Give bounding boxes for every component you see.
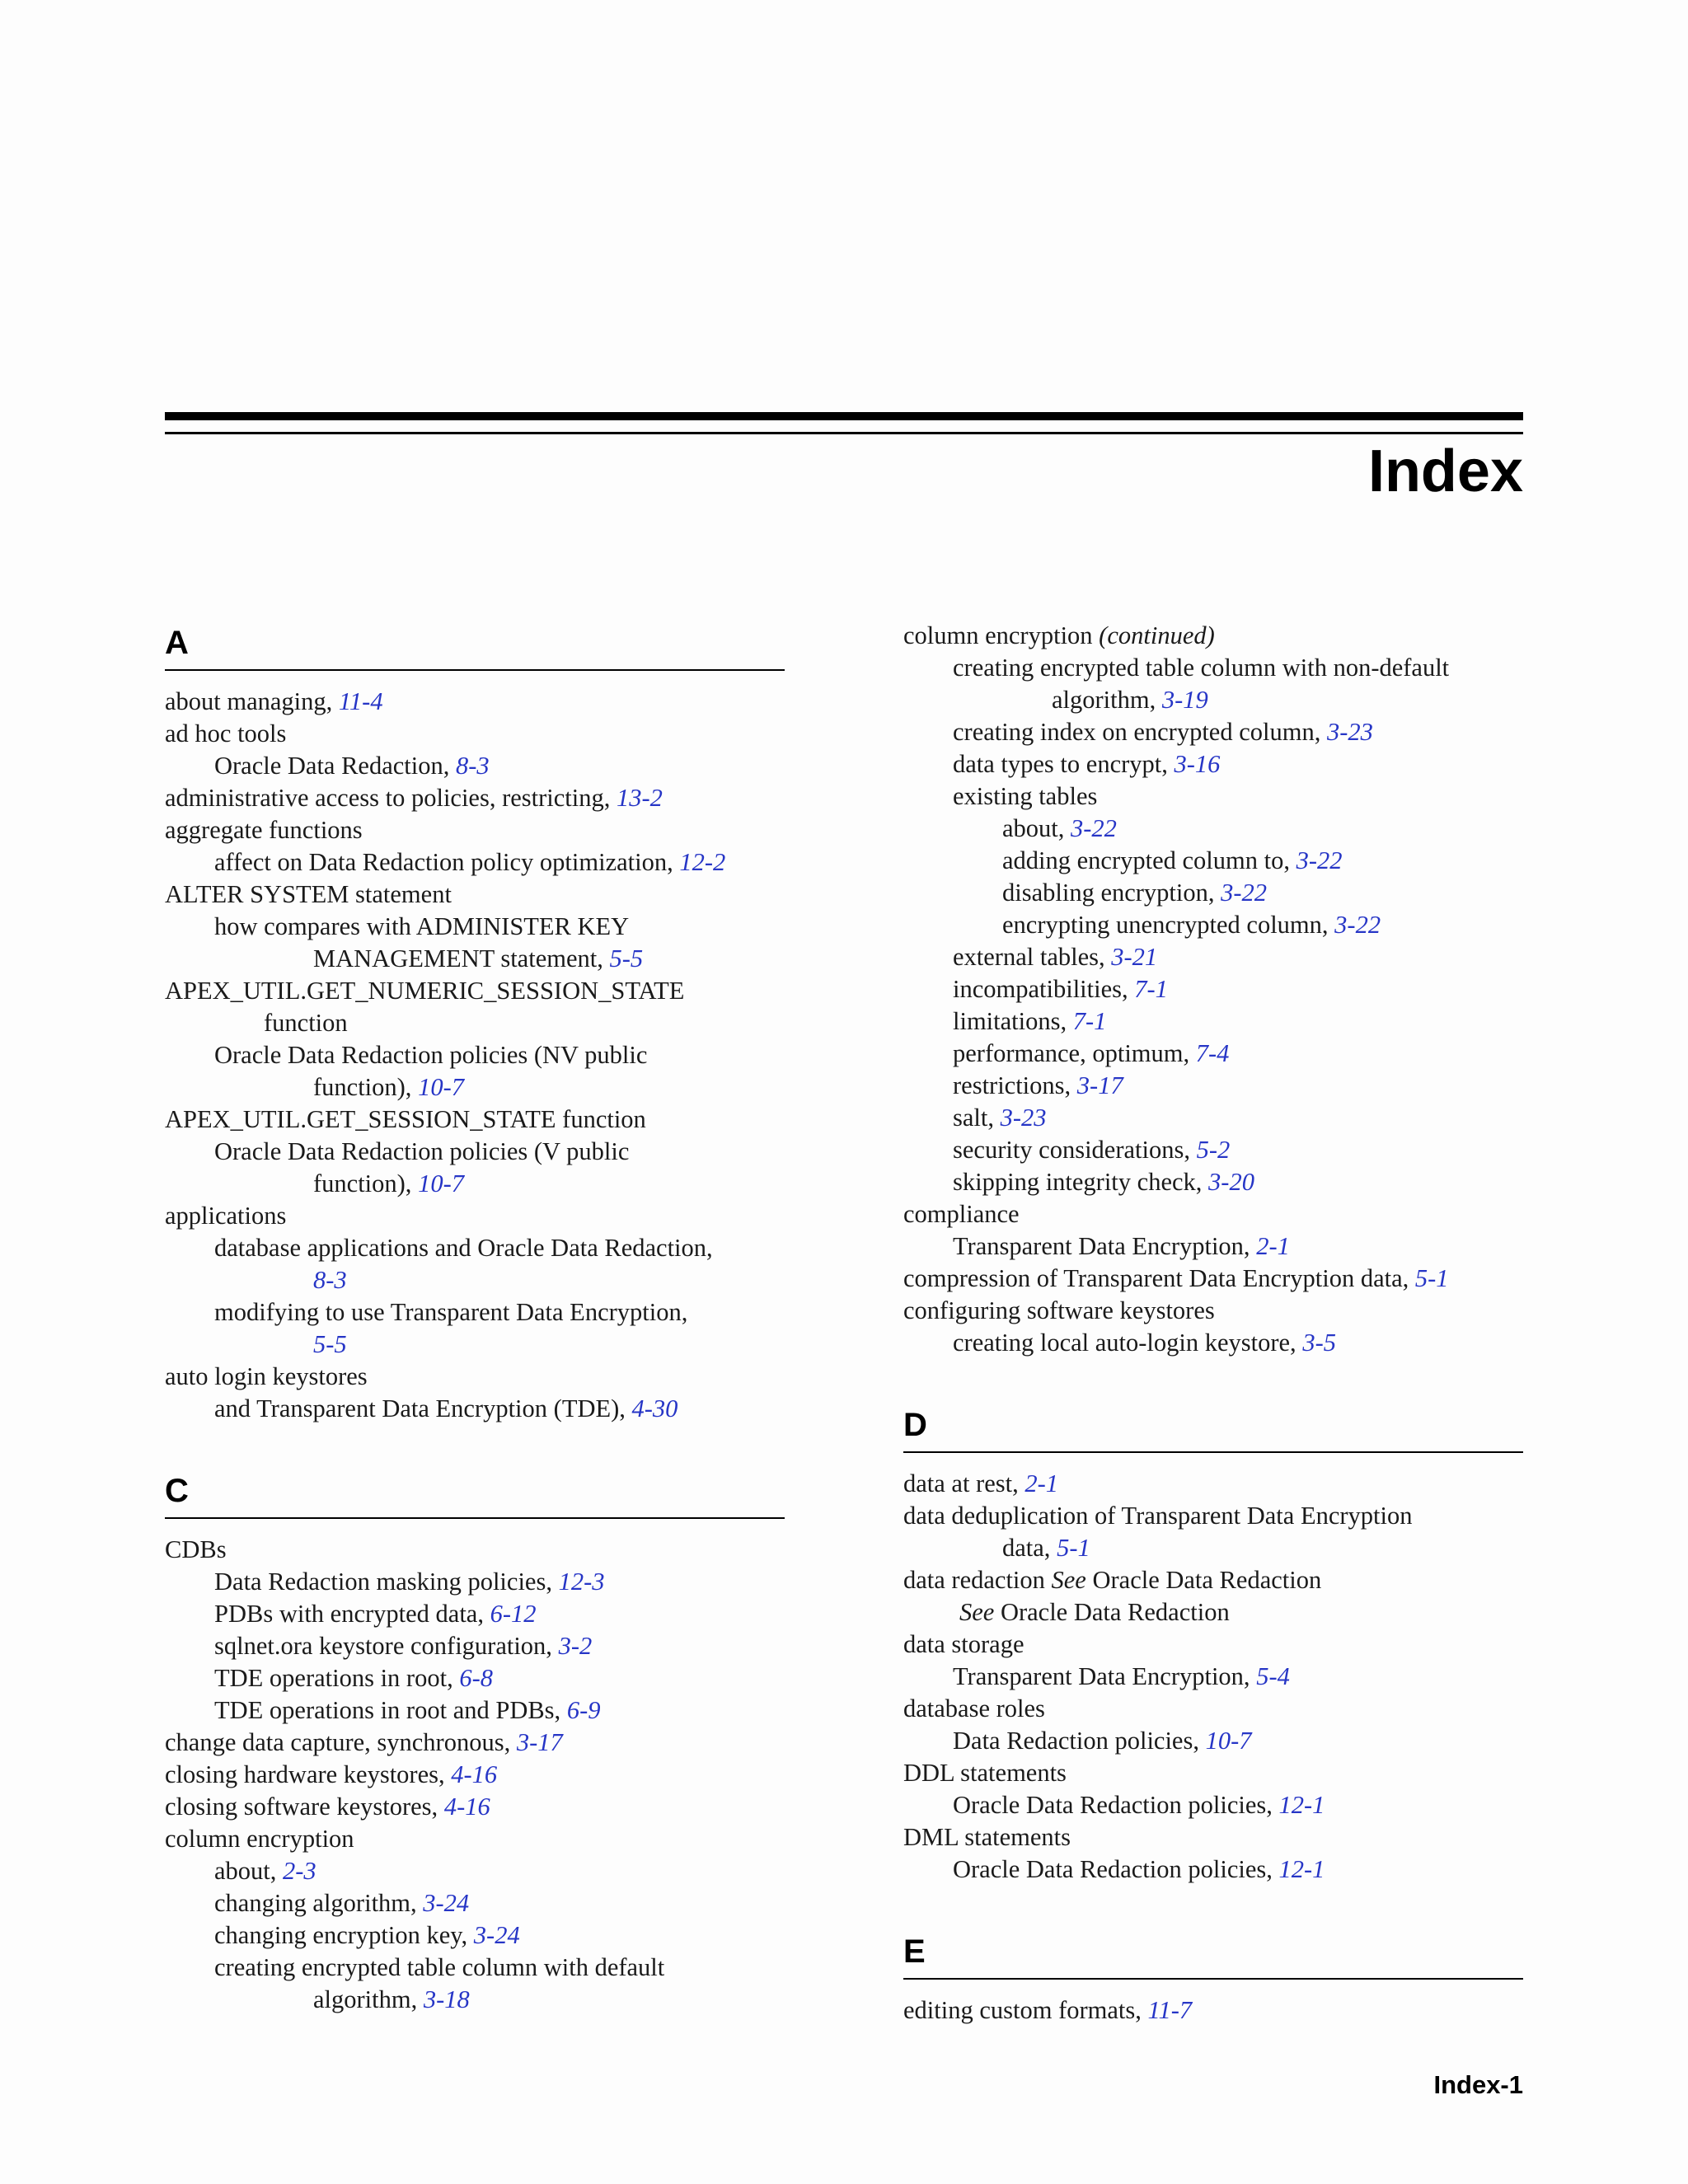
entry-text: closing software keystores, — [165, 1793, 444, 1821]
index-entry — [165, 1759, 785, 1791]
entry-text: changing encryption key, — [214, 1921, 474, 1949]
entry-text: function — [264, 1009, 348, 1037]
section-a — [165, 620, 785, 1425]
index-entry — [165, 718, 785, 750]
entry-text: changing algorithm, — [214, 1889, 424, 1917]
page-link[interactable]: 12-3 — [558, 1568, 605, 1596]
entry-text: about, — [1002, 814, 1071, 842]
index-subentry — [903, 652, 1523, 716]
page-link[interactable]: 10-7 — [418, 1073, 464, 1101]
index-subentry — [903, 1661, 1523, 1693]
section-c-continued — [903, 620, 1523, 1359]
page-link[interactable]: 3-23 — [1000, 1104, 1047, 1132]
index-subsubentry — [903, 877, 1523, 909]
entry-text: DML statements — [903, 1823, 1071, 1851]
index-subentry — [165, 1694, 785, 1727]
entry-text: applications — [165, 1202, 287, 1230]
index-see-reference — [903, 1596, 1523, 1629]
index-entry — [165, 782, 785, 814]
see-label: See — [1051, 1566, 1086, 1594]
entry-text: data redaction — [903, 1566, 1052, 1594]
entry-text: APEX_UTIL.GET_SESSION_STATE function — [165, 1105, 646, 1133]
entry-text: affect on Data Redaction policy optimization, — [214, 848, 680, 876]
index-entry — [165, 975, 785, 1039]
page-link[interactable]: 3-22 — [1071, 814, 1117, 842]
page-link[interactable]: 2-3 — [283, 1857, 316, 1885]
page-link[interactable]: 3-16 — [1174, 750, 1221, 778]
index-subentry — [165, 1296, 785, 1361]
page-link[interactable]: 13-2 — [617, 784, 663, 812]
entry-text: Transparent Data Encryption, — [953, 1232, 1257, 1260]
index-entry — [165, 1534, 785, 1566]
entry-text: restrictions, — [953, 1071, 1077, 1099]
entry-text: compliance — [903, 1200, 1020, 1228]
index-subentry — [165, 1393, 785, 1425]
continued-label: (continued) — [1099, 621, 1215, 649]
index-entry — [165, 1104, 785, 1136]
page-link[interactable]: 3-2 — [558, 1632, 593, 1660]
section-letter: A — [165, 620, 785, 671]
index-entry — [165, 1823, 785, 1855]
page-title: Index — [1367, 438, 1523, 504]
see-label: See — [959, 1598, 995, 1626]
page-link[interactable]: 10-7 — [1205, 1727, 1252, 1755]
page-link[interactable]: 3-18 — [423, 1985, 470, 2013]
index-subentry — [903, 973, 1523, 1005]
page-link[interactable]: 3-17 — [1076, 1071, 1123, 1099]
page-link[interactable]: 2-1 — [1256, 1232, 1290, 1260]
page-link[interactable]: 3-22 — [1334, 911, 1381, 939]
index-subentry — [165, 1662, 785, 1694]
entry-text: creating encrypted table column with non-default — [953, 654, 1450, 682]
entry-text: creating index on encrypted column, — [953, 718, 1327, 746]
index-entry — [903, 1468, 1523, 1500]
page-link[interactable]: 5-5 — [609, 944, 644, 972]
page-link[interactable]: 8-3 — [313, 1266, 347, 1294]
see-target[interactable]: Oracle Data Redaction — [994, 1598, 1230, 1626]
entry-text: ad hoc tools — [165, 719, 287, 748]
entry-text: about managing, — [165, 687, 339, 715]
page-link[interactable]: 5-2 — [1196, 1136, 1231, 1164]
index-subentry — [903, 780, 1523, 813]
index-entry — [165, 1200, 785, 1232]
see-target[interactable]: Oracle Data Redaction — [1085, 1566, 1322, 1594]
entry-text: auto login keystores — [165, 1362, 368, 1390]
section-c — [165, 1468, 785, 2016]
page-link[interactable]: 2-1 — [1025, 1469, 1059, 1497]
index-subentry — [165, 750, 785, 782]
entry-text: TDE operations in root, — [214, 1664, 460, 1692]
page-link[interactable]: 3-22 — [1221, 879, 1268, 907]
entry-text: creating local auto-login keystore, — [953, 1329, 1303, 1357]
section-e — [903, 1929, 1523, 2027]
page-link[interactable]: 3-20 — [1208, 1168, 1254, 1196]
entry-text: encrypting unencrypted column, — [1002, 911, 1335, 939]
page-link[interactable]: 7-1 — [1134, 975, 1168, 1003]
entry-text: Oracle Data Redaction policies (V public — [214, 1137, 630, 1165]
entry-text: algorithm, — [313, 1985, 424, 2013]
title-rule-thin — [165, 432, 1523, 434]
index-subentry — [903, 1005, 1523, 1038]
section-letter: C — [165, 1468, 785, 1519]
entry-text: about, — [214, 1857, 284, 1885]
index-entry — [903, 1198, 1523, 1230]
title-rule-thick — [165, 412, 1523, 420]
entry-text: incompatibilities, — [953, 975, 1135, 1003]
index-subentry — [903, 716, 1523, 748]
index-subentry — [165, 1855, 785, 1887]
entry-text: database roles — [903, 1694, 1045, 1722]
index-entry — [903, 1821, 1523, 1854]
section-letter: E — [903, 1929, 1523, 1980]
entry-text: Oracle Data Redaction policies, — [953, 1855, 1279, 1883]
entry-text: data at rest, — [903, 1469, 1025, 1497]
index-subentry — [903, 1725, 1523, 1757]
index-subentry — [165, 846, 785, 879]
index-entry — [903, 1994, 1523, 2027]
section-letter: D — [903, 1402, 1523, 1453]
entry-text: column encryption — [903, 621, 1100, 649]
index-subentry — [903, 1166, 1523, 1198]
entry-text: compression of Transparent Data Encryption data, — [903, 1264, 1415, 1292]
entry-text: Oracle Data Redaction, — [214, 752, 456, 780]
entry-text: configuring software keystores — [903, 1296, 1215, 1324]
page-link[interactable]: 12-2 — [679, 848, 726, 876]
page-link[interactable]: 3-21 — [1111, 943, 1158, 971]
entry-text: Oracle Data Redaction policies (NV public — [214, 1041, 648, 1069]
page-link[interactable]: 4-16 — [443, 1793, 490, 1821]
index-subentry — [165, 911, 785, 975]
page-link[interactable]: 3-22 — [1296, 846, 1343, 874]
page-link[interactable]: 8-3 — [456, 752, 490, 780]
left-column — [165, 620, 785, 2016]
index-entry — [903, 1295, 1523, 1327]
index-subentry — [903, 1070, 1523, 1102]
index-subentry — [165, 1136, 785, 1200]
page-link[interactable]: 12-1 — [1278, 1855, 1325, 1883]
index-subentry — [165, 1598, 785, 1630]
page-link[interactable]: 3-5 — [1302, 1329, 1336, 1357]
index-entry — [903, 1693, 1523, 1725]
entry-text: algorithm, — [1052, 686, 1162, 714]
entry-text: data, — [1002, 1534, 1057, 1562]
entry-text: Oracle Data Redaction policies, — [953, 1791, 1279, 1819]
entry-text: editing custom formats, — [903, 1996, 1148, 2024]
index-entry — [903, 1263, 1523, 1295]
page-link[interactable]: 7-1 — [1072, 1007, 1107, 1035]
entry-text: how compares with ADMINISTER KEY — [214, 912, 630, 940]
index-entry — [165, 686, 785, 718]
entry-text: skipping integrity check, — [953, 1168, 1209, 1196]
entry-text: APEX_UTIL.GET_NUMERIC_SESSION_STATE — [165, 977, 685, 1005]
index-subentry — [903, 1854, 1523, 1886]
entry-text: closing hardware keystores, — [165, 1760, 452, 1788]
page-number: Index-1 — [1433, 2070, 1523, 2099]
index-entry — [165, 879, 785, 911]
entry-text: salt, — [953, 1104, 1001, 1132]
entry-text: CDBs — [165, 1535, 227, 1563]
page-link[interactable]: 4-16 — [451, 1760, 498, 1788]
entry-text: Data Redaction policies, — [953, 1727, 1206, 1755]
page-link[interactable]: 6-12 — [490, 1600, 537, 1628]
entry-text: Transparent Data Encryption, — [953, 1662, 1257, 1690]
index-subentry — [903, 1789, 1523, 1821]
entry-text: aggregate functions — [165, 816, 363, 844]
index-entry — [903, 1500, 1523, 1564]
entry-text: function), — [313, 1073, 419, 1101]
entry-text: change data capture, synchronous, — [165, 1728, 517, 1756]
entry-text: PDBs with encrypted data, — [214, 1600, 490, 1628]
index-entry — [165, 1361, 785, 1393]
entry-text: database applications and Oracle Data Redaction, — [214, 1234, 713, 1262]
index-subentry — [903, 1102, 1523, 1134]
index-entry — [903, 1757, 1523, 1789]
index-subentry — [903, 941, 1523, 973]
index-subentry — [903, 1038, 1523, 1070]
entry-text: security considerations, — [953, 1136, 1197, 1164]
page-link[interactable]: 3-17 — [516, 1728, 563, 1756]
page-link[interactable]: 3-24 — [473, 1921, 520, 1949]
index-subsubentry — [903, 909, 1523, 941]
entry-text: existing tables — [953, 782, 1098, 810]
page-link[interactable]: 5-1 — [1414, 1264, 1449, 1292]
index-entry — [903, 1629, 1523, 1661]
right-column — [903, 620, 1523, 2027]
index-subsubentry — [903, 845, 1523, 877]
entry-text: limitations, — [953, 1007, 1073, 1035]
entry-text: sqlnet.ora keystore configuration, — [214, 1632, 559, 1660]
entry-text: disabling encryption, — [1002, 879, 1221, 907]
index-subentry — [165, 1952, 785, 2016]
index-subentry — [165, 1232, 785, 1296]
index-entry — [165, 1791, 785, 1823]
entry-text: MANAGEMENT statement, — [313, 944, 610, 972]
index-entry — [165, 814, 785, 846]
index-subentry — [903, 748, 1523, 780]
continued-heading — [903, 620, 1523, 652]
index-entry — [165, 1727, 785, 1759]
page-link[interactable]: 3-24 — [423, 1889, 470, 1917]
page-link[interactable]: 11-7 — [1147, 1996, 1193, 2024]
page-link[interactable]: 3-23 — [1326, 718, 1373, 746]
index-subsubentry — [903, 813, 1523, 845]
index-subentry — [165, 1630, 785, 1662]
index-subentry — [903, 1230, 1523, 1263]
index-subentry — [903, 1134, 1523, 1166]
entry-text: column encryption — [165, 1825, 354, 1853]
page-link[interactable]: 7-4 — [1195, 1039, 1230, 1067]
page-link[interactable]: 11-4 — [338, 687, 383, 715]
page-link[interactable]: 3-19 — [1161, 686, 1208, 714]
index-subentry — [165, 1566, 785, 1598]
entry-text: ALTER SYSTEM statement — [165, 880, 452, 908]
entry-text: function), — [313, 1169, 419, 1197]
page-link[interactable]: 10-7 — [418, 1169, 464, 1197]
entry-text: and Transparent Data Encryption (TDE), — [214, 1394, 632, 1422]
entry-text: performance, optimum, — [953, 1039, 1196, 1067]
index-entry — [903, 1564, 1523, 1596]
entry-text: external tables, — [953, 943, 1112, 971]
entry-text: data types to encrypt, — [953, 750, 1175, 778]
index-subentry — [165, 1039, 785, 1104]
page-link[interactable]: 6-8 — [459, 1664, 493, 1692]
entry-text: data storage — [903, 1630, 1025, 1658]
entry-text: DDL statements — [903, 1759, 1067, 1787]
page-link[interactable]: 5-5 — [313, 1330, 347, 1358]
index-subentry — [165, 1887, 785, 1919]
page-link[interactable]: 5-4 — [1256, 1662, 1290, 1690]
index-subentry — [903, 1327, 1523, 1359]
entry-text: modifying to use Transparent Data Encryption, — [214, 1298, 688, 1326]
section-d — [903, 1402, 1523, 1886]
entry-text: Data Redaction masking policies, — [214, 1568, 559, 1596]
entry-text: TDE operations in root and PDBs, — [214, 1696, 567, 1724]
page-link[interactable]: 4-30 — [631, 1394, 678, 1422]
entry-text: creating encrypted table column with default — [214, 1953, 665, 1981]
page-link[interactable]: 12-1 — [1278, 1791, 1325, 1819]
index-subentry — [165, 1919, 785, 1952]
entry-text: data deduplication of Transparent Data Encryption — [903, 1502, 1413, 1530]
entry-text: administrative access to policies, restricting, — [165, 784, 617, 812]
entry-text: adding encrypted column to, — [1002, 846, 1296, 874]
page-link[interactable]: 5-1 — [1057, 1534, 1090, 1562]
page-link[interactable]: 6-9 — [566, 1696, 601, 1724]
